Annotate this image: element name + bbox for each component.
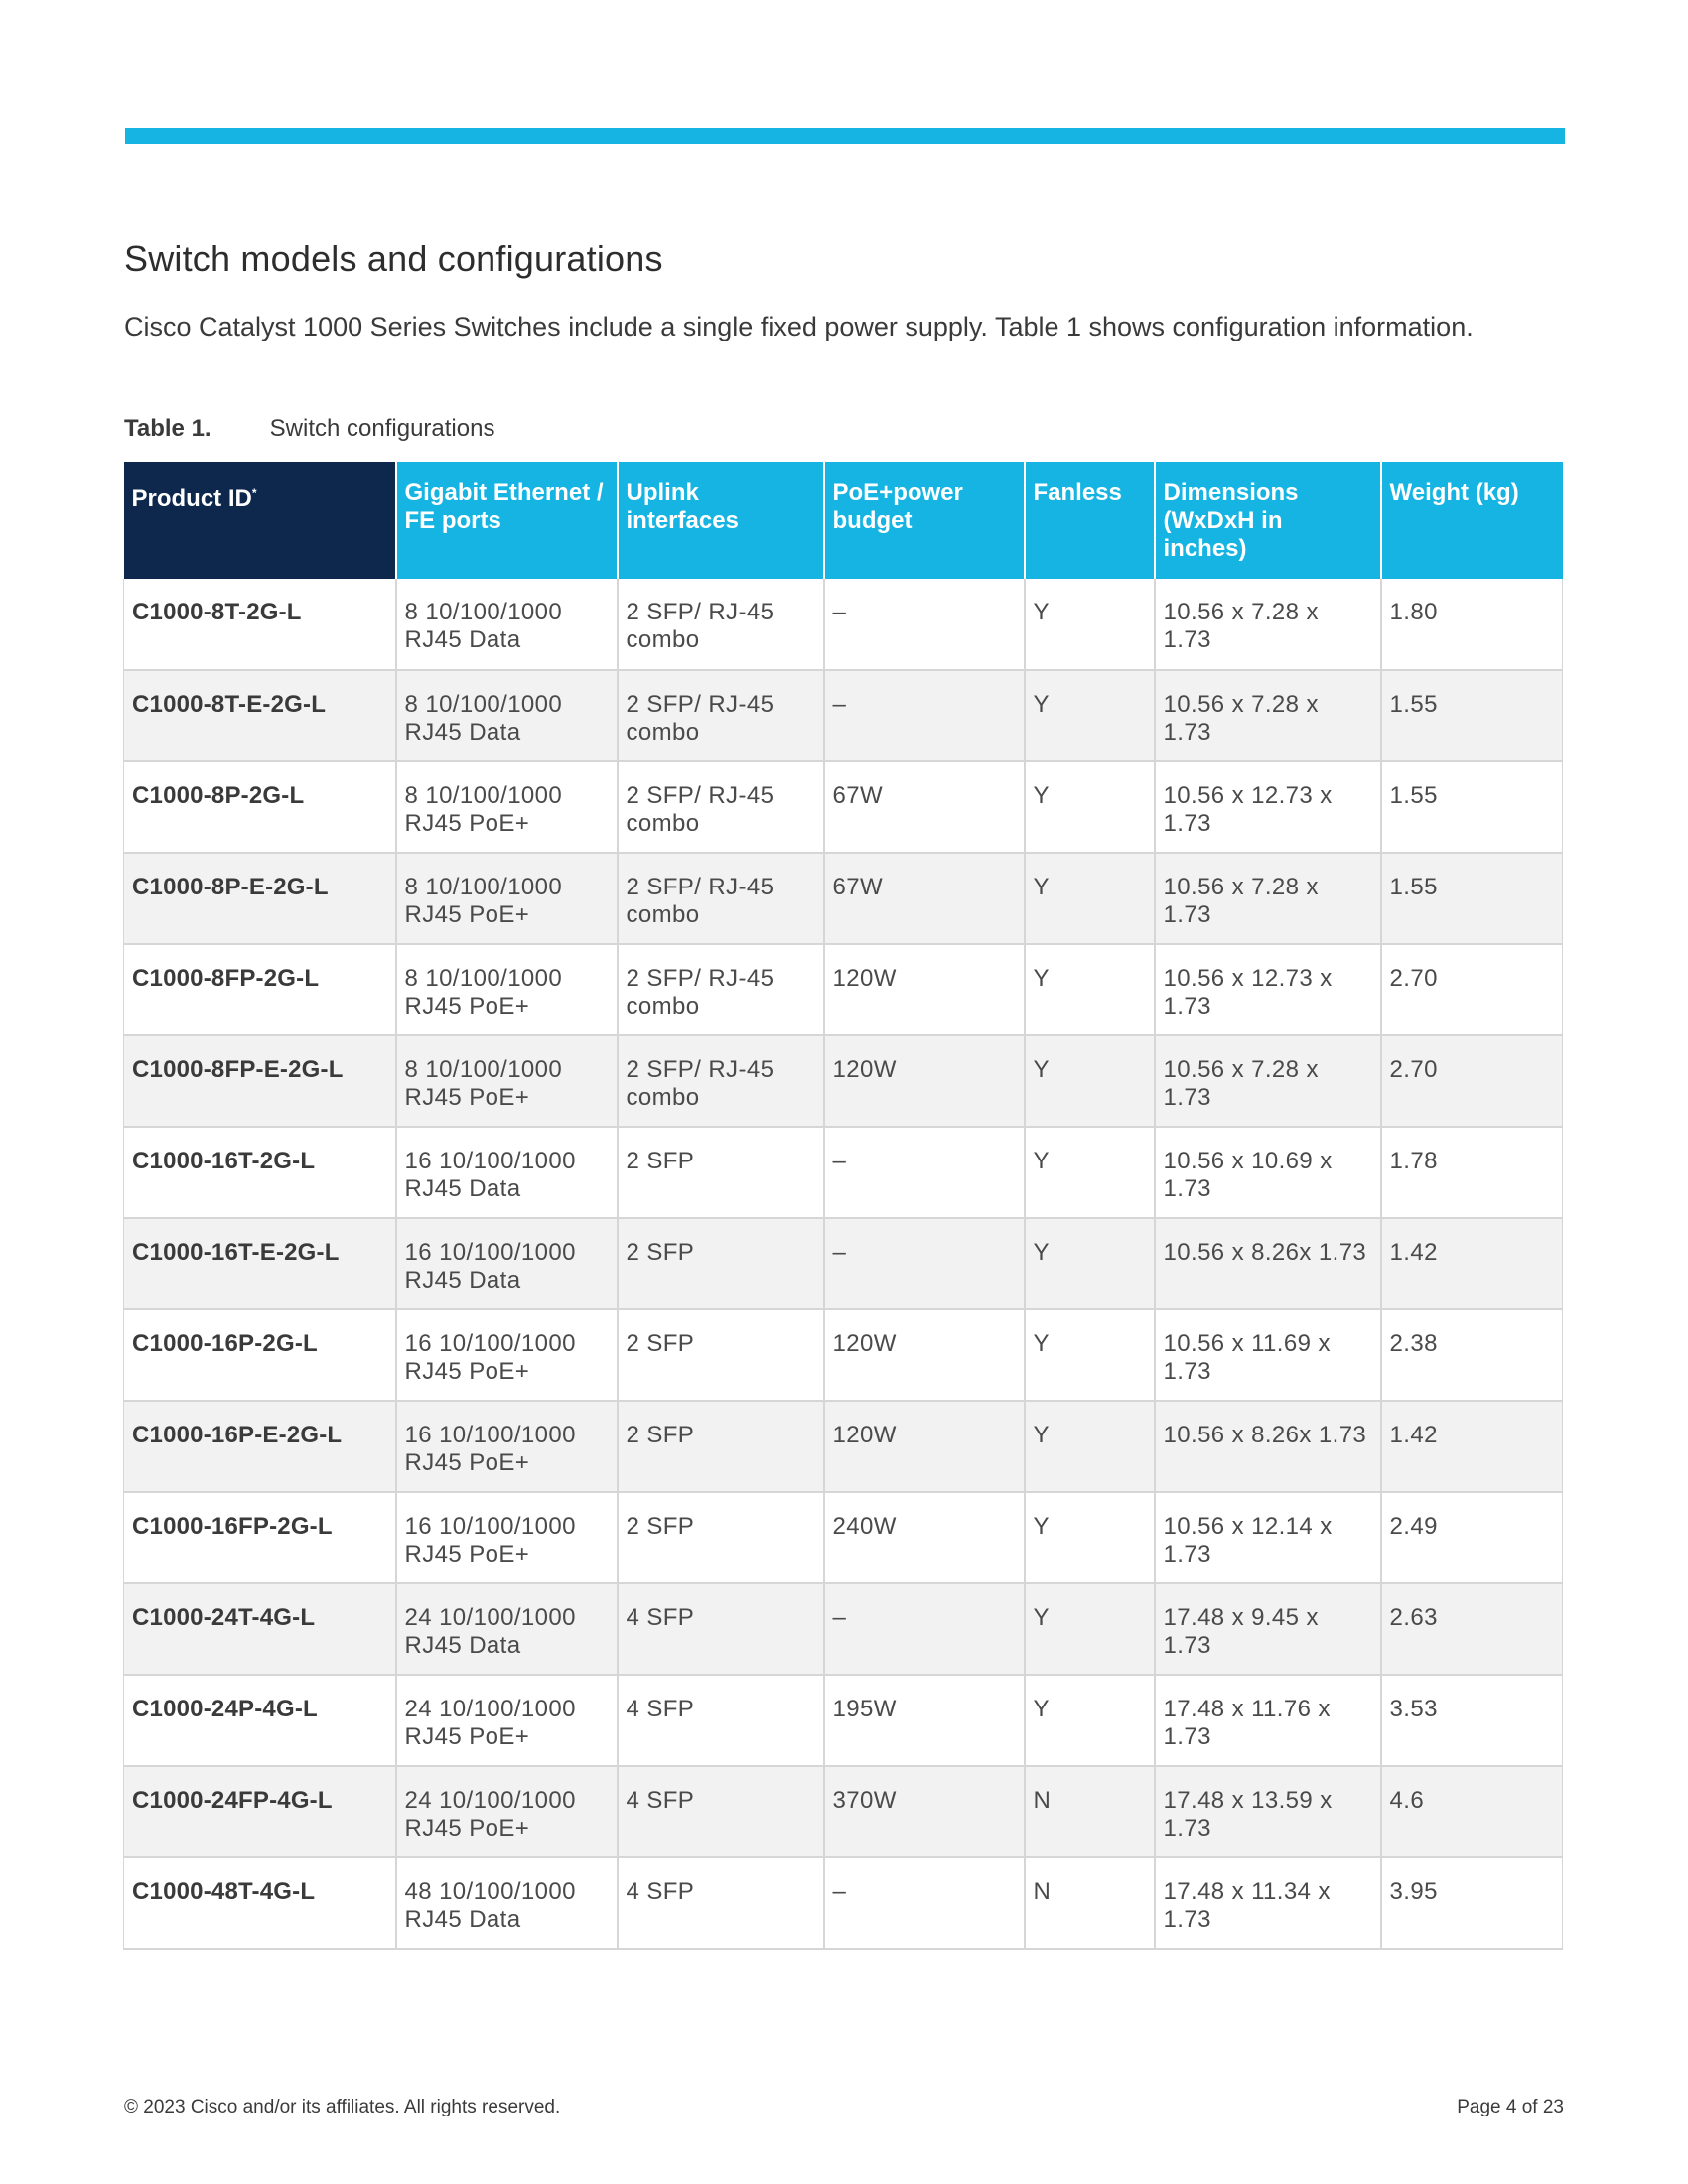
cell-fanless: Y [1025,670,1155,761]
cell-poe-budget: 120W [824,1035,1025,1127]
cell-poe-budget: – [824,1857,1025,1949]
cell-dimensions: 10.56 x 12.73 x 1.73 [1155,944,1381,1035]
header-ethernet-ports: Gigabit Ethernet / FE ports [396,462,618,579]
cell-ethernet-ports: 16 10/100/1000 RJ45 PoE+ [396,1492,618,1583]
cell-product-id: C1000-16T-E-2G-L [124,1218,396,1309]
table-row [124,853,1563,944]
cell-product-id: C1000-16T-2G-L [124,1127,396,1218]
cell-fanless: N [1025,1766,1155,1857]
cell-weight: 1.42 [1381,1401,1563,1492]
cell-fanless: Y [1025,1401,1155,1492]
cell-product-id: C1000-16FP-2G-L [124,1492,396,1583]
cell-ethernet-ports: 8 10/100/1000 RJ45 PoE+ [396,1035,618,1127]
table-row [124,1675,1563,1766]
cell-dimensions: 10.56 x 7.28 x 1.73 [1155,670,1381,761]
table-row [124,579,1563,670]
header-weight: Weight (kg) [1381,462,1563,579]
cell-ethernet-ports: 24 10/100/1000 RJ45 PoE+ [396,1675,618,1766]
cell-fanless: Y [1025,579,1155,670]
cell-ethernet-ports: 24 10/100/1000 RJ45 Data [396,1583,618,1675]
cell-weight: 1.55 [1381,761,1563,853]
table-caption-text: Switch configurations [269,415,495,442]
header-fanless: Fanless [1025,462,1155,579]
table-caption [124,415,494,443]
cell-poe-budget: 120W [824,1401,1025,1492]
cell-dimensions: 10.56 x 8.26x 1.73 [1155,1401,1381,1492]
cell-poe-budget: – [824,670,1025,761]
cell-uplink: 2 SFP/ RJ-45 combo [618,761,824,853]
cell-ethernet-ports: 8 10/100/1000 RJ45 PoE+ [396,853,618,944]
cell-poe-budget: 370W [824,1766,1025,1857]
cell-fanless: Y [1025,761,1155,853]
cell-uplink: 2 SFP [618,1492,824,1583]
table-body [124,579,1563,1949]
cell-weight: 2.38 [1381,1309,1563,1401]
cell-dimensions: 17.48 x 13.59 x 1.73 [1155,1766,1381,1857]
cell-product-id: C1000-16P-E-2G-L [124,1401,396,1492]
header-poe-budget: PoE+power budget [824,462,1025,579]
cell-ethernet-ports: 8 10/100/1000 RJ45 PoE+ [396,761,618,853]
cell-weight: 2.70 [1381,1035,1563,1127]
table-row [124,1492,1563,1583]
cell-ethernet-ports: 16 10/100/1000 RJ45 PoE+ [396,1309,618,1401]
cell-product-id: C1000-24FP-4G-L [124,1766,396,1857]
top-accent-bar [125,128,1565,144]
table-row [124,1401,1563,1492]
cell-dimensions: 10.56 x 7.28 x 1.73 [1155,1035,1381,1127]
cell-uplink: 2 SFP/ RJ-45 combo [618,1035,824,1127]
header-dimensions: Dimensions (WxDxH in inches) [1155,462,1381,579]
cell-uplink: 2 SFP/ RJ-45 combo [618,670,824,761]
header-product-id: Product ID* [124,462,396,579]
cell-dimensions: 10.56 x 8.26x 1.73 [1155,1218,1381,1309]
cell-product-id: C1000-8FP-2G-L [124,944,396,1035]
cell-weight: 1.55 [1381,670,1563,761]
cell-poe-budget: – [824,1218,1025,1309]
cell-poe-budget: 240W [824,1492,1025,1583]
header-uplink-interfaces: Uplink interfaces [618,462,824,579]
table-row [124,761,1563,853]
cell-fanless: Y [1025,1035,1155,1127]
cell-product-id: C1000-8T-2G-L [124,579,396,670]
cell-uplink: 2 SFP/ RJ-45 combo [618,944,824,1035]
cell-ethernet-ports: 8 10/100/1000 RJ45 Data [396,579,618,670]
cell-dimensions: 17.48 x 11.34 x 1.73 [1155,1857,1381,1949]
table-row [124,1857,1563,1949]
cell-poe-budget: – [824,1127,1025,1218]
cell-uplink: 2 SFP/ RJ-45 combo [618,853,824,944]
cell-fanless: Y [1025,1583,1155,1675]
cell-uplink: 2 SFP [618,1127,824,1218]
table-caption-label: Table 1. [124,415,211,442]
cell-ethernet-ports: 8 10/100/1000 RJ45 Data [396,670,618,761]
cell-weight: 1.78 [1381,1127,1563,1218]
cell-poe-budget: 67W [824,761,1025,853]
cell-dimensions: 10.56 x 12.14 x 1.73 [1155,1492,1381,1583]
cell-uplink: 2 SFP/ RJ-45 combo [618,579,824,670]
cell-weight: 2.63 [1381,1583,1563,1675]
cell-fanless: Y [1025,1218,1155,1309]
cell-poe-budget: 120W [824,944,1025,1035]
cell-fanless: Y [1025,1492,1155,1583]
table-header-row [124,462,1563,579]
footer-page-number: Page 4 of 23 [1457,2097,1564,2117]
cell-weight: 1.80 [1381,579,1563,670]
cell-ethernet-ports: 16 10/100/1000 RJ45 Data [396,1218,618,1309]
cell-weight: 2.70 [1381,944,1563,1035]
cell-ethernet-ports: 24 10/100/1000 RJ45 PoE+ [396,1766,618,1857]
cell-dimensions: 17.48 x 9.45 x 1.73 [1155,1583,1381,1675]
table-row [124,1309,1563,1401]
cell-fanless: N [1025,1857,1155,1949]
table-row [124,670,1563,761]
cell-dimensions: 10.56 x 11.69 x 1.73 [1155,1309,1381,1401]
table-row [124,944,1563,1035]
cell-ethernet-ports: 8 10/100/1000 RJ45 PoE+ [396,944,618,1035]
cell-dimensions: 17.48 x 11.76 x 1.73 [1155,1675,1381,1766]
cell-product-id: C1000-8T-E-2G-L [124,670,396,761]
cell-uplink: 2 SFP [618,1309,824,1401]
table-row [124,1127,1563,1218]
table-row [124,1583,1563,1675]
cell-uplink: 4 SFP [618,1583,824,1675]
cell-weight: 3.53 [1381,1675,1563,1766]
cell-fanless: Y [1025,1309,1155,1401]
cell-ethernet-ports: 16 10/100/1000 RJ45 PoE+ [396,1401,618,1492]
cell-ethernet-ports: 16 10/100/1000 RJ45 Data [396,1127,618,1218]
cell-poe-budget: 195W [824,1675,1025,1766]
cell-uplink: 4 SFP [618,1766,824,1857]
cell-fanless: Y [1025,853,1155,944]
cell-weight: 1.42 [1381,1218,1563,1309]
section-title: Switch models and configurations [124,238,663,279]
cell-fanless: Y [1025,1127,1155,1218]
footer-copyright: © 2023 Cisco and/or its affiliates. All rights reserved. [124,2097,561,2117]
cell-dimensions: 10.56 x 12.73 x 1.73 [1155,761,1381,853]
cell-weight: 2.49 [1381,1492,1563,1583]
cell-fanless: Y [1025,1675,1155,1766]
cell-uplink: 2 SFP [618,1218,824,1309]
cell-poe-budget: – [824,579,1025,670]
table-row [124,1035,1563,1127]
cell-poe-budget: – [824,1583,1025,1675]
cell-uplink: 2 SFP [618,1401,824,1492]
cell-dimensions: 10.56 x 10.69 x 1.73 [1155,1127,1381,1218]
cell-fanless: Y [1025,944,1155,1035]
cell-product-id: C1000-24P-4G-L [124,1675,396,1766]
switch-configurations-table [123,462,1563,1950]
table-row [124,1218,1563,1309]
cell-product-id: C1000-8P-E-2G-L [124,853,396,944]
cell-poe-budget: 67W [824,853,1025,944]
cell-product-id: C1000-16P-2G-L [124,1309,396,1401]
cell-product-id: C1000-48T-4G-L [124,1857,396,1949]
cell-uplink: 4 SFP [618,1675,824,1766]
cell-weight: 1.55 [1381,853,1563,944]
cell-weight: 3.95 [1381,1857,1563,1949]
table-row [124,1766,1563,1857]
cell-ethernet-ports: 48 10/100/1000 RJ45 Data [396,1857,618,1949]
cell-product-id: C1000-8FP-E-2G-L [124,1035,396,1127]
cell-weight: 4.6 [1381,1766,1563,1857]
cell-uplink: 4 SFP [618,1857,824,1949]
cell-poe-budget: 120W [824,1309,1025,1401]
cell-dimensions: 10.56 x 7.28 x 1.73 [1155,853,1381,944]
cell-product-id: C1000-8P-2G-L [124,761,396,853]
intro-paragraph: Cisco Catalyst 1000 Series Switches include a single fixed power supply. Table 1 shows configuration information. [124,312,1474,341]
cell-product-id: C1000-24T-4G-L [124,1583,396,1675]
cell-dimensions: 10.56 x 7.28 x 1.73 [1155,579,1381,670]
